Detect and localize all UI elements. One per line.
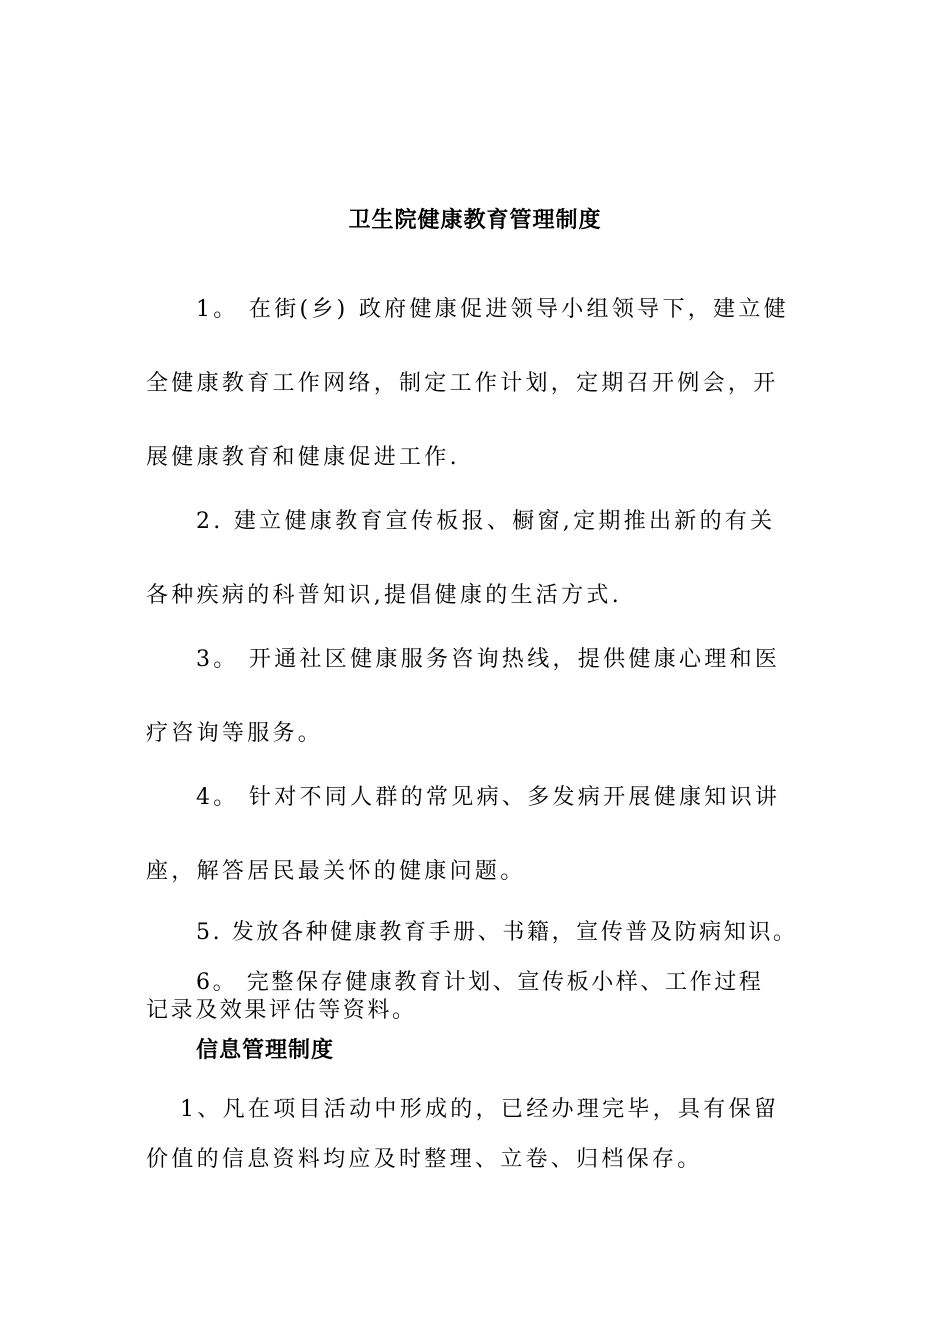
item-1-line-1: 1。 在街(乡) 政府健康促进领导小组领导下，建立健 <box>196 297 789 322</box>
info-item-1-line-2: 价值的信息资料均应及时整理、立卷、归档保存。 <box>146 1147 703 1172</box>
info-item-1-line-1: 1、凡在项目活动中形成的，已经办理完毕，具有保留 <box>180 1097 780 1122</box>
item-1-line-3: 展健康教育和健康促进工作. <box>146 445 460 470</box>
item-4-line-1: 4。 针对不同人群的常见病、多发病开展健康知识讲 <box>196 785 781 810</box>
item-3-line-1: 3。 开通社区健康服务咨询热线，提供健康心理和医 <box>196 647 781 672</box>
item-5-line-1: 5. 发放各种健康教育手册、书籍，宣传普及防病知识。 <box>196 920 798 945</box>
item-2-line-1: 2. 建立健康教育宣传板报、橱窗,定期推出新的有关 <box>196 509 776 534</box>
item-6-line-2: 记录及效果评估等资料。 <box>146 998 417 1023</box>
item-3-line-2: 疗咨询等服务。 <box>146 721 324 746</box>
section-subtitle: 信息管理制度 <box>196 1038 335 1063</box>
item-6-line-1: 6。 完整保存健康教育计划、宣传板小样、工作过程 <box>196 970 764 995</box>
document-title: 卫生院健康教育管理制度 <box>348 208 602 233</box>
item-4-line-2: 座，解答居民最关怀的健康问题。 <box>146 859 526 884</box>
item-2-line-2: 各种疾病的科普知识,提倡健康的生活方式. <box>146 583 622 608</box>
item-1-line-2: 全健康教育工作网络，制定工作计划，定期召开例会，开 <box>146 371 779 396</box>
